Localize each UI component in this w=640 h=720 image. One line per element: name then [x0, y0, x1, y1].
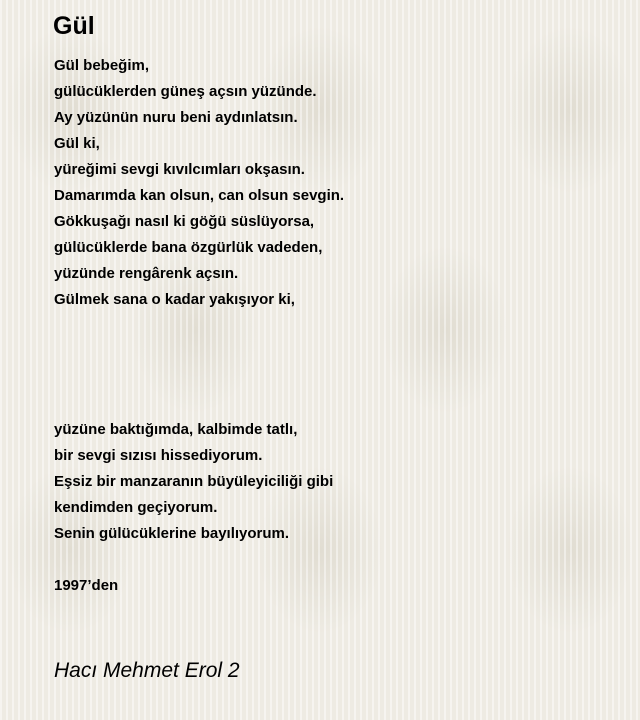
poem-line: Gül bebeğim,	[54, 57, 150, 74]
poem-line: kendimden geçiyorum.	[54, 499, 218, 516]
poem-body	[54, 53, 344, 599]
poem-line: Gökkuşağı nasıl ki göğü süslüyorsa,	[54, 213, 315, 230]
poem-author: Hacı Mehmet Erol 2	[54, 659, 240, 682]
poem-title: Gül	[53, 12, 95, 40]
poem-line: bir sevgi sızısı hissediyorum.	[54, 447, 263, 464]
poem-line: gülücüklerde bana özgürlük vadeden,	[54, 239, 323, 256]
poem-line: Gül ki,	[54, 135, 100, 152]
poem-blank-line	[54, 391, 344, 417]
poem-blank-line	[54, 365, 344, 391]
poem-blank-line	[54, 547, 344, 573]
poem-line: Senin gülücüklerine bayılıyorum.	[54, 525, 290, 542]
poem-line: Ay yüzünün nuru beni aydınlatsın.	[54, 109, 298, 126]
poem-date-line: 1997’den	[54, 577, 119, 594]
poem-line: gülücüklerden güneş açsın yüzünde.	[54, 83, 317, 100]
poem-line: Gülmek sana o kadar yakışıyor ki,	[54, 291, 295, 308]
poem-blank-line	[54, 339, 344, 365]
poem-line: yüreğimi sevgi kıvılcımları okşasın.	[54, 161, 305, 178]
poem-line: yüzüne baktığımda, kalbimde tatlı,	[54, 421, 298, 438]
poem-line: Eşsiz bir manzaranın büyüleyiciliği gibi	[54, 473, 334, 490]
poem-line: yüzünde rengârenk açsın.	[54, 265, 239, 282]
poem-line: Damarımda kan olsun, can olsun sevgin.	[54, 187, 345, 204]
poem-blank-line	[54, 313, 344, 339]
